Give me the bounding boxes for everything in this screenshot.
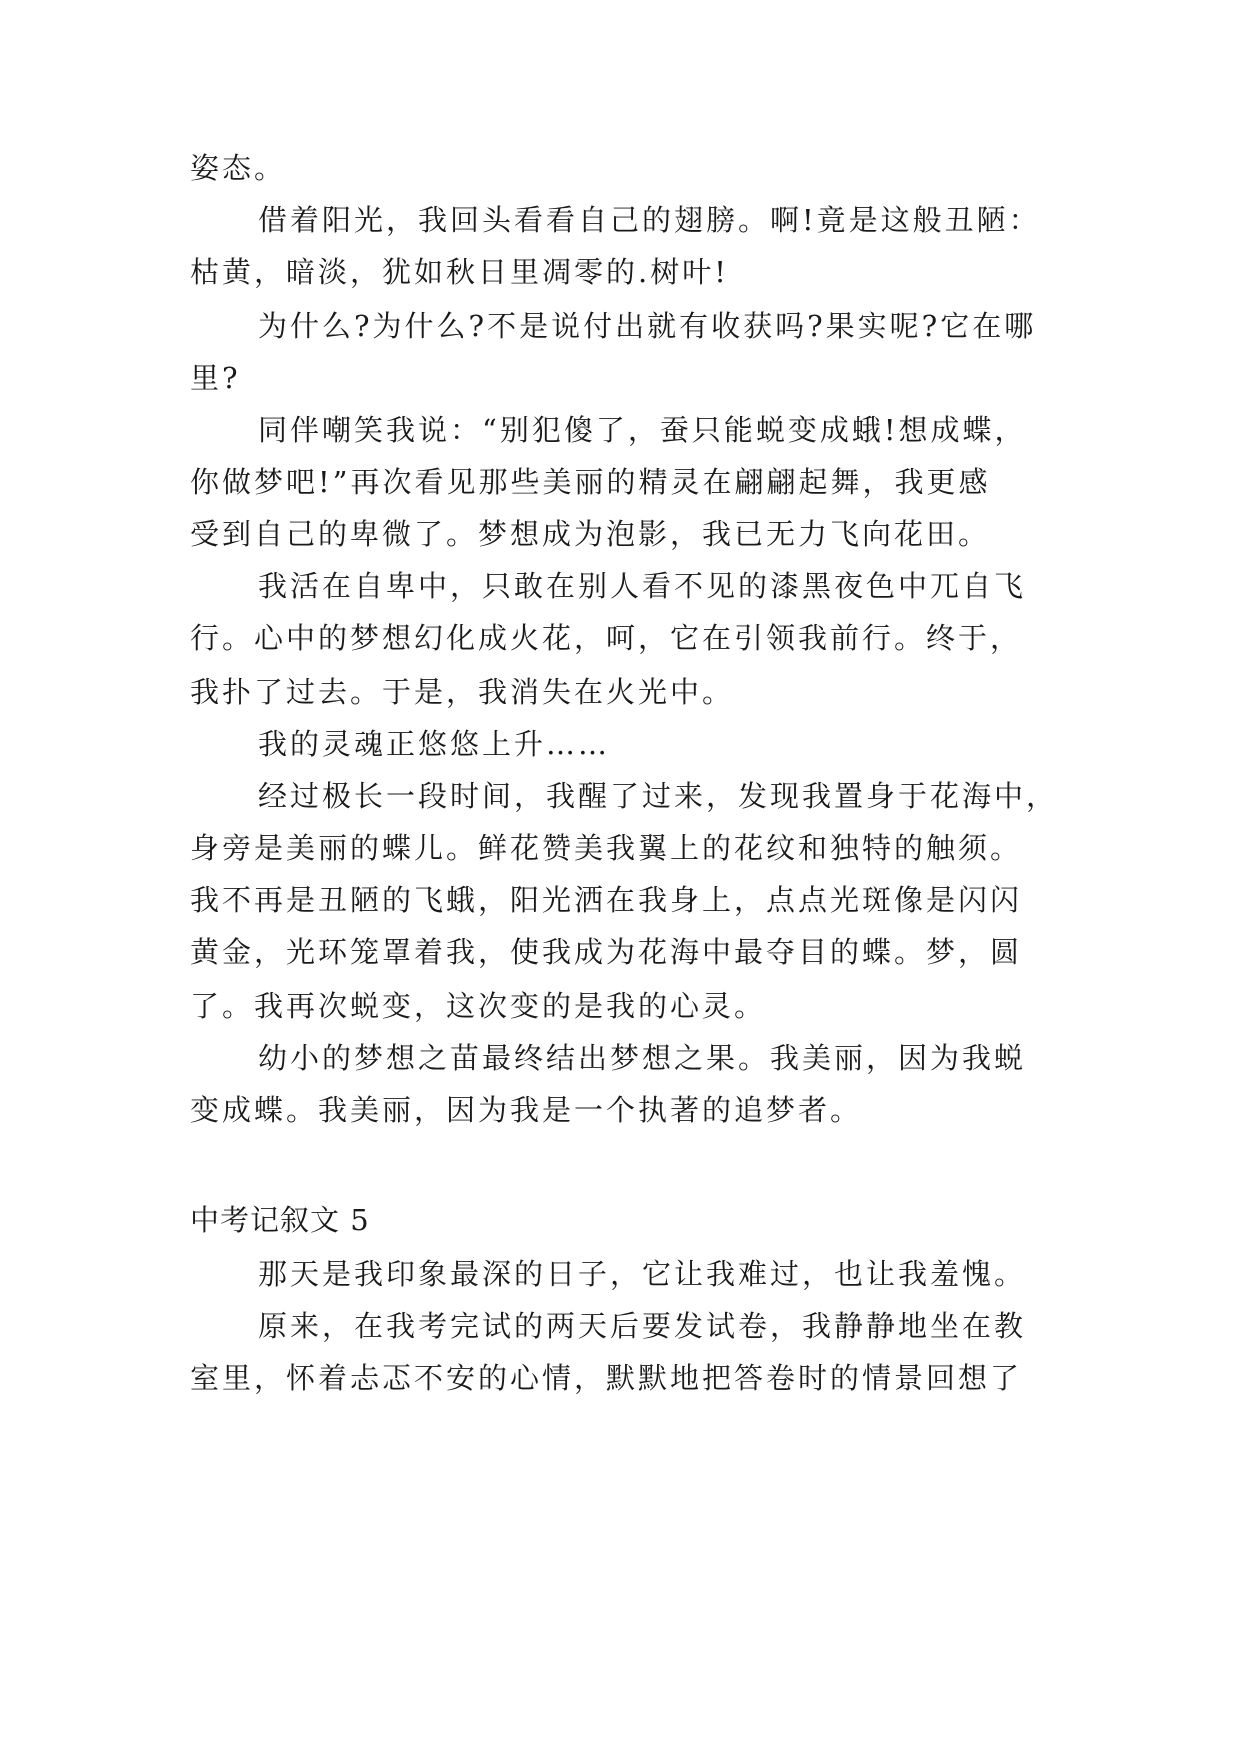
text-line: 了。我再次蜕变，这次变的是我的心灵。 xyxy=(190,989,767,1023)
text-line: 变成蝶。我美丽，因为我是一个执著的追梦者。 xyxy=(190,1093,863,1127)
text-line: 我扑了过去。于是，我消失在火光中。 xyxy=(190,675,735,709)
text-line: 姿态。 xyxy=(190,151,287,185)
text-line: 你做梦吧!”再次看见那些美丽的精灵在翩翩起舞，我更感 xyxy=(190,465,991,499)
paragraph-start-line: 幼小的梦想之苗最终结出梦想之果。我美丽，因为我蜕 xyxy=(258,1041,1027,1075)
text-line: 行。心中的梦想幻化成火花，呵，它在引领我前行。终于， xyxy=(190,621,1023,655)
text-line: 我不再是丑陋的飞蛾，阳光洒在我身上，点点光斑像是闪闪 xyxy=(190,883,1023,917)
paragraph-start-line: 原来，在我考完试的两天后要发试卷，我静静地坐在教 xyxy=(258,1309,1027,1343)
section-heading: 中考记叙文 5 xyxy=(190,1203,370,1237)
text-line: 受到自己的卑微了。梦想成为泡影，我已无力飞向花田。 xyxy=(190,517,991,551)
text-line: 枯黄，暗淡，犹如秋日里凋零的.树叶! xyxy=(190,255,729,289)
text-line: 身旁是美丽的蝶儿。鲜花赞美我翼上的花纹和独特的触须。 xyxy=(190,831,1023,865)
text-line: 室里，怀着忐忑不安的心情，默默地把答卷时的情景回想了 xyxy=(190,1361,1023,1395)
paragraph-start-line: 我的灵魂正悠悠上升…… xyxy=(258,727,611,761)
paragraph-start-line: 为什么?为什么?不是说付出就有收获吗?果实呢?它在哪 xyxy=(258,309,1037,343)
paragraph-start-line: 经过极长一段时间，我醒了过来，发现我置身于花海中， xyxy=(258,779,1059,813)
paragraph-start-line: 我活在自卑中，只敢在别人看不见的漆黑夜色中兀自飞 xyxy=(258,569,1027,603)
paragraph-start-line: 那天是我印象最深的日子，它让我难过，也让我羞愧。 xyxy=(258,1257,1027,1291)
paragraph-start-line: 借着阳光，我回头看看自己的翅膀。啊!竟是这般丑陋： xyxy=(258,203,1041,237)
paragraph-start-line: 同伴嘲笑我说：“别犯傻了，蚕只能蜕变成蛾!想成蝶， xyxy=(258,413,1027,447)
text-line: 黄金，光环笼罩着我，使我成为花海中最夺目的蝶。梦，圆 xyxy=(190,935,1023,969)
text-line: 里? xyxy=(190,361,241,395)
